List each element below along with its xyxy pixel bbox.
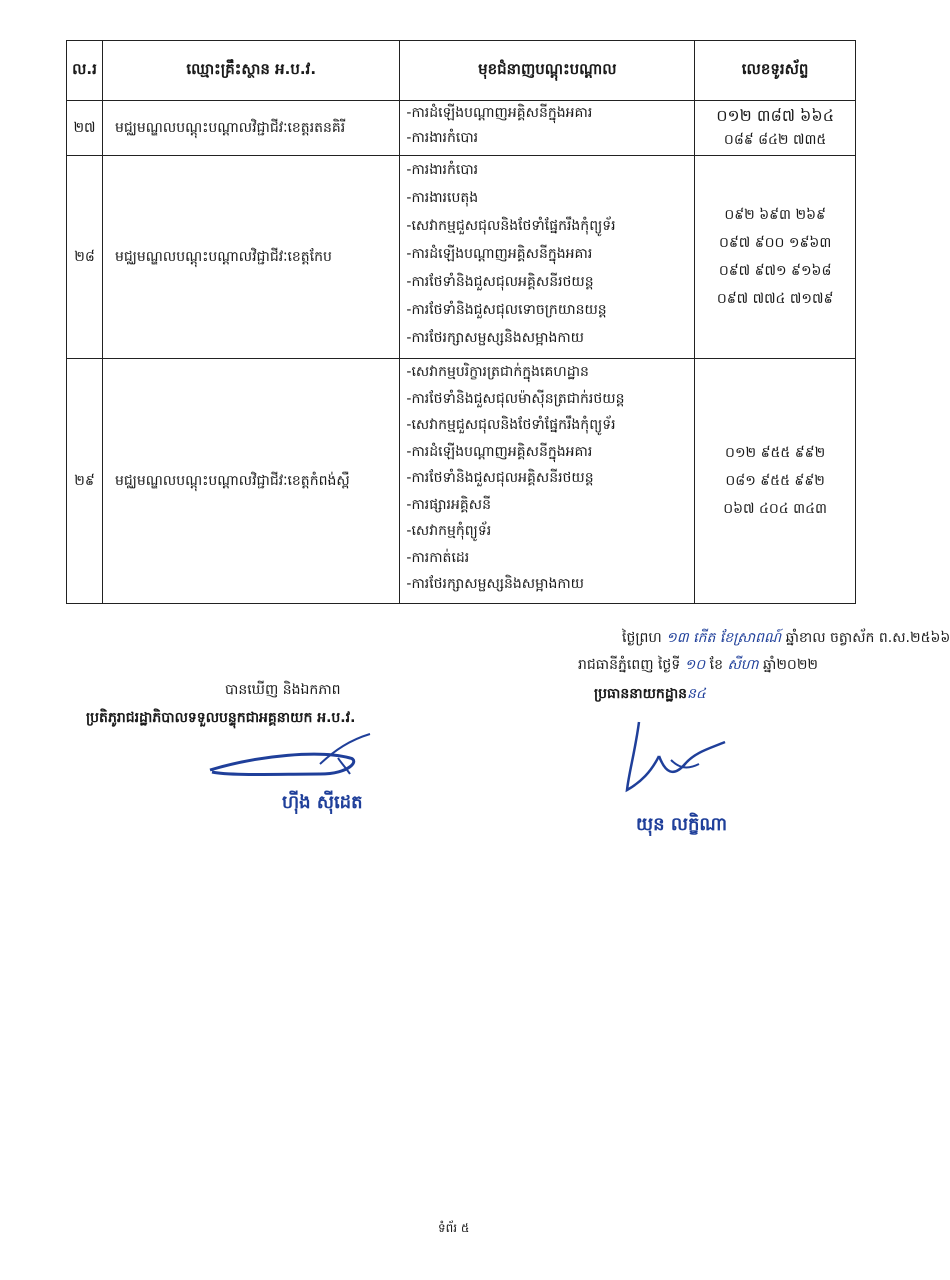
institution-name: មជ្ឈមណ្ឌលបណ្តុះបណ្តាលវិជ្ជាជីវៈខេត្តកំពង់ស្ពឺ	[102, 359, 399, 604]
course-item: -ការថែទាំនិងជួសជុលទោចក្រយានយន្ត	[406, 302, 607, 318]
course-item: -ការងារកំបោរ	[406, 130, 479, 146]
institution-name: មជ្ឈមណ្ឌលបណ្តុះបណ្តាលវិជ្ជាជីវៈខេត្តកែប	[102, 156, 399, 359]
course-item: -ការថែរក្សាសម្ផស្សនិងសម្អាងកាយ	[406, 330, 584, 346]
phone-number: ០៩៧ ៩៧១ ៩១៦៨	[718, 263, 832, 279]
lunar-date-prefix: ថ្ងៃព្រហ	[622, 630, 662, 646]
course-item: -សេវាកម្មកុំព្យូទ័រ	[406, 523, 492, 539]
lunar-date-handwritten: ១៣ កើត ខែស្រាពណ៍	[666, 630, 782, 646]
approval-label: បានឃើញ និងឯកភាព	[225, 682, 341, 698]
right-signer-name: យុន លក្ខិណា	[636, 814, 728, 835]
course-list	[400, 359, 695, 604]
course-list	[400, 101, 695, 156]
phone-number: ០៩៧ ៩០០ ១៩៦៣	[718, 235, 832, 251]
department-code: ន៤	[687, 686, 706, 702]
solar-year: ឆ្នាំ២០២២	[763, 657, 819, 673]
delegate-title: ប្រតិភូរាជរដ្ឋាភិបាលទទួលបន្ទុកជាអគ្គនាយក អ.ប.វ.	[86, 710, 356, 726]
solar-month-label: ខែ	[709, 657, 723, 673]
solar-day: ១០	[684, 657, 706, 673]
phone-list	[695, 156, 856, 359]
course-item: -ការដំឡើងបណ្តាញអគ្គិសនីក្នុងអគារ	[406, 246, 593, 262]
lunar-date-suffix: ឆ្នាំខាល ចត្វាស័ក ព.ស.២៥៦៦	[785, 630, 950, 646]
course-item: -ការដំឡើងបណ្តាញអគ្គិសនីក្នុងអគារ	[406, 105, 593, 121]
page-number: ទំព័រ ៥	[438, 1221, 470, 1235]
table-row	[67, 156, 856, 359]
course-item: -ការថែទាំនិងជួសជុលម៉ាស៊ីនត្រជាក់រថយន្ត	[406, 390, 625, 407]
table-header-row	[67, 41, 856, 101]
institution-name: មជ្ឈមណ្ឌលបណ្តុះបណ្តាលវិជ្ជាជីវៈខេត្តរតនគិរី	[102, 101, 399, 156]
row-number: ២៨	[67, 156, 103, 359]
course-item: -ការកាត់ដេរ	[406, 549, 470, 566]
course-item: -សេវាកម្មបរិក្ខារត្រជាក់ក្នុងគេហដ្ឋាន	[406, 364, 589, 380]
course-item: -ការថែទាំនិងជួសជុលអគ្គិសនីរថយន្ត	[406, 274, 594, 290]
course-item: -ការដំឡើងបណ្តាញអគ្គិសនីក្នុងអគារ	[406, 443, 593, 460]
table-row	[67, 101, 856, 156]
phone-number: ០៨៩ ៨៤២ ៧៣៥	[723, 132, 827, 148]
phone-list	[695, 359, 856, 604]
phone-number: ០៩៧ ៧៧៤ ៧១៧៩	[716, 291, 834, 307]
phone-number: ០១២ ៩៥៥ ៩៩២	[725, 445, 826, 461]
phone-number: ០៩២ ៦៩៣ ២៦៩	[724, 207, 826, 223]
phone-number: ០១២ ៣៨៧ ៦៦៤	[716, 106, 835, 125]
row-number: ២៧	[67, 101, 103, 156]
solar-date-prefix: រាជធានីភ្នំពេញ ថ្ងៃទី	[578, 657, 681, 673]
header-phone: លេខទូរស័ព្ទ	[695, 41, 856, 101]
institutions-table	[66, 40, 856, 604]
department-head-label: ប្រធាននាយកដ្ឋាន	[594, 686, 688, 702]
table-row	[67, 359, 856, 604]
course-item: -សេវាកម្មជួសជុលនិងថែទាំផ្នែករឹងកុំព្យូទ័រ	[406, 417, 616, 433]
course-item: -ការថែទាំនិងជួសជុលអគ្គិសនីរថយន្ត	[406, 470, 594, 486]
lunar-date	[622, 628, 950, 649]
right-signature	[615, 712, 735, 812]
left-signature	[200, 730, 385, 790]
course-item: -ការផ្សារអគ្គិសនី	[406, 496, 491, 513]
header-institution: ឈ្មោះគ្រឹះស្ថាន អ.ប.វ.	[102, 41, 399, 101]
course-item: -ការថែរក្សាសម្ផស្សនិងសម្អាងកាយ	[406, 576, 584, 592]
solar-date	[578, 655, 818, 676]
header-courses: មុខជំនាញបណ្តុះបណ្តាល	[400, 41, 695, 101]
left-signer-name: ហ៊ីង សុីដេត	[282, 792, 363, 813]
row-number: ២៩	[67, 359, 103, 604]
course-item: -ការងារបេតុង	[406, 190, 479, 206]
header-no: ល.រ	[67, 41, 103, 101]
phone-number: ០៦៧ ៤០៤ ៣៤៣	[723, 501, 828, 517]
course-item: -ការងារកំបោរ	[406, 162, 479, 178]
department-head-title	[594, 684, 706, 705]
course-item: -សេវាកម្មជួសជុលនិងថែទាំផ្នែករឹងកុំព្យូទ័រ	[406, 218, 616, 234]
phone-number: ០៨១ ៩៥៥ ៩៩២	[725, 473, 825, 489]
solar-month: សីហា	[727, 657, 759, 673]
phone-list	[695, 101, 856, 156]
course-list	[400, 156, 695, 359]
